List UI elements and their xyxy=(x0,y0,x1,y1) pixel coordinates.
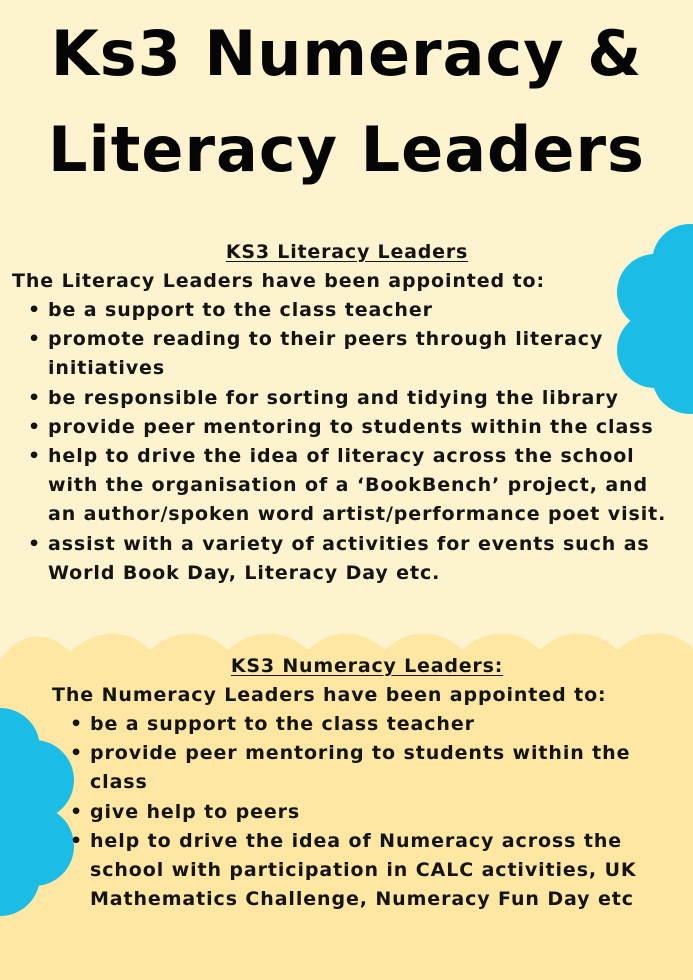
list-item: • be a support to the class teacher xyxy=(20,296,682,325)
bullet-icon: • xyxy=(28,299,42,321)
list-item: • be responsible for sorting and tidying the library xyxy=(20,384,682,413)
bullet-icon: • xyxy=(70,800,84,823)
list-item: • assist with a variety of activities for events such as World Book Day, Literacy Day etc. xyxy=(20,530,682,588)
literacy-intro: The Literacy Leaders have been appointed to: xyxy=(12,270,546,292)
literacy-heading: KS3 Literacy Leaders xyxy=(225,241,469,263)
bullet-icon: • xyxy=(28,445,42,468)
bullet-icon: • xyxy=(70,829,84,852)
bullet-icon: • xyxy=(28,386,42,409)
literacy-section xyxy=(12,238,682,588)
list-item: • help to drive the idea of Numeracy across the school with participation in CALC activities, UK Mathematics Challenge, Numeracy Fun Day etc xyxy=(62,827,682,915)
list-item: • provide peer mentoring to students within the class xyxy=(20,413,682,442)
list-item: • be a support to the class teacher xyxy=(62,710,682,739)
page-title xyxy=(0,6,693,198)
bullet-icon: • xyxy=(28,532,42,555)
list-item: • provide peer mentoring to students within the class xyxy=(62,739,682,797)
bullet-icon: • xyxy=(70,742,84,765)
numeracy-section xyxy=(52,652,682,914)
literacy-list xyxy=(20,296,682,588)
list-item: • give help to peers xyxy=(62,798,682,827)
numeracy-heading: KS3 Numeracy Leaders: xyxy=(230,655,504,677)
list-item: • promote reading to their peers through literacy initiatives xyxy=(20,325,682,383)
title-line-1: Ks3 Numeracy & xyxy=(50,17,643,90)
numeracy-list xyxy=(62,710,682,914)
bullet-icon: • xyxy=(70,713,84,735)
title-line-2: Literacy Leaders xyxy=(48,113,645,186)
bullet-icon: • xyxy=(28,415,42,438)
bullet-icon: • xyxy=(28,328,42,351)
numeracy-intro: The Numeracy Leaders have been appointed to: xyxy=(52,684,607,706)
list-item: • help to drive the idea of literacy across the school with the organisation of a ‘BookBench’ project, and an author/spoken word artist/performance poet visit. xyxy=(20,442,682,530)
